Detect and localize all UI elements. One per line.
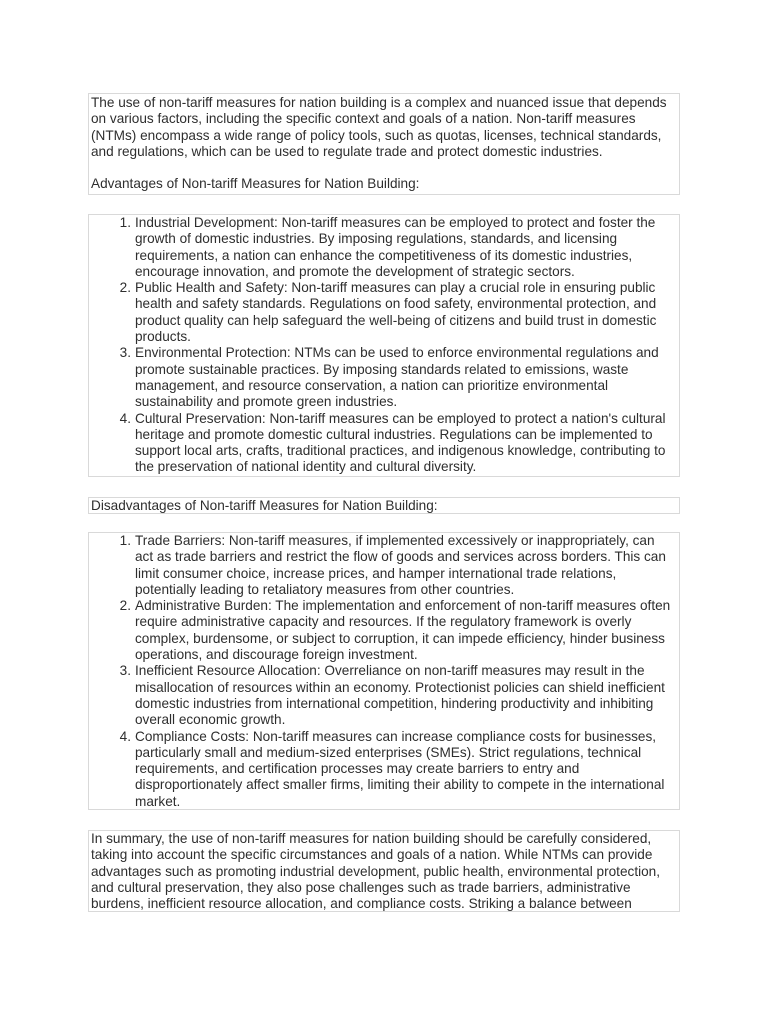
intro-paragraph: The use of non-tariff measures for nation building is a complex and nuanced issue that depends on various factors, including the specific context and goals of a nation. Non-tariff measures (NTMs) encompass a wide range of policy tools, such as quotas, licenses, technical standards, and regulations, which can be used to regulate trade and protect domestic industries. [91,95,667,159]
list-number: 4. [119,410,131,426]
list-item [119,728,679,810]
list-item [119,215,679,280]
list-item-text: Inefficient Resource Allocation: Overreliance on non-tariff measures may result in the misallocation of resources within an economy. Protectionist policies can shield inefficient domestic industries from international competition, hindering productivity and inhibiting overall economic growth. [135,663,665,728]
list-item [119,533,679,598]
list-number: 4. [119,728,131,744]
advantages-list-box [88,214,680,477]
list-item [119,280,679,345]
list-item-text: Public Health and Safety: Non-tariff measures can play a crucial role in ensuring public health and safety standards. Regulations on food safety, environmental protection, and product quality can help safeguard the well-being of citizens and build trust in domestic products. [135,280,657,345]
disadvantages-heading: Disadvantages of Non-tariff Measures for Nation Building: [88,497,680,514]
list-item-text: Administrative Burden: The implementation and enforcement of non-tariff measures often require administrative capacity and resources. If the regulatory framework is overly complex, burdensome, or subject to corruption, it can impede efficiency, hinder business operations, and discourage foreign investment. [135,598,671,663]
list-item-text: Cultural Preservation: Non-tariff measures can be employed to protect a nation's cultural heritage and promote domestic cultural industries. Regulations can be implemented to support local arts, crafts, traditional practices, and indigenous knowledge, contributing to the preservation of national identity and cultural diversity. [135,410,666,475]
list-number: 3. [119,663,131,679]
disadvantages-list [89,533,679,810]
list-item-text: Trade Barriers: Non-tariff measures, if implemented excessively or inappropriately, can act as trade barriers and restrict the flow of goods and services across borders. This can limit consumer choice, increase prices, and hamper international trade relations, potentially leading to retaliatory measures from other countries. [135,533,666,597]
summary-paragraph: In summary, the use of non-tariff measures for nation building should be carefully considered, taking into account the specific circumstances and goals of a nation. While NTMs can provide advantages such as promoting industrial development, public health, environmental protection, and cultural preservation, they also pose challenges such as trade barriers, administrative burdens, inefficient resource allocation, and compliance costs. Striking a balance between [91,831,661,912]
advantages-heading: Advantages of Non-tariff Measures for Nation Building: [91,176,420,192]
list-item [119,598,679,663]
list-item-text: Industrial Development: Non-tariff measures can be employed to protect and foster the growth of domestic industries. By imposing regulations, standards, and licensing requirements, a nation can enhance the competitiveness of its domestic industries, encourage innovation, and promote the development of strategic sectors. [135,215,656,279]
summary-section [88,830,680,912]
list-number: 1. [119,533,131,548]
list-number: 2. [119,598,131,614]
list-item [119,663,679,728]
list-item-text: Environmental Protection: NTMs can be used to enforce environmental regulations and promote sustainable practices. By imposing standards related to emissions, waste management, and resource conservation, a nation can prioritize environmental sustainability and promote green industries. [135,345,659,410]
advantages-list [89,215,679,476]
intro-section [88,93,680,195]
list-item [119,410,679,476]
list-item-text: Compliance Costs: Non-tariff measures can increase compliance costs for businesses, particularly small and medium-sized enterprises (SMEs). Strict regulations, technical requirements, and certification processes may create barriers to entry and disproportionately affect smaller firms, limiting their ability to compete in the international market. [135,728,665,809]
list-item [119,345,679,410]
list-number: 3. [119,345,131,361]
disadvantages-list-box [88,532,680,810]
list-number: 1. [119,215,131,230]
list-number: 2. [119,280,131,296]
